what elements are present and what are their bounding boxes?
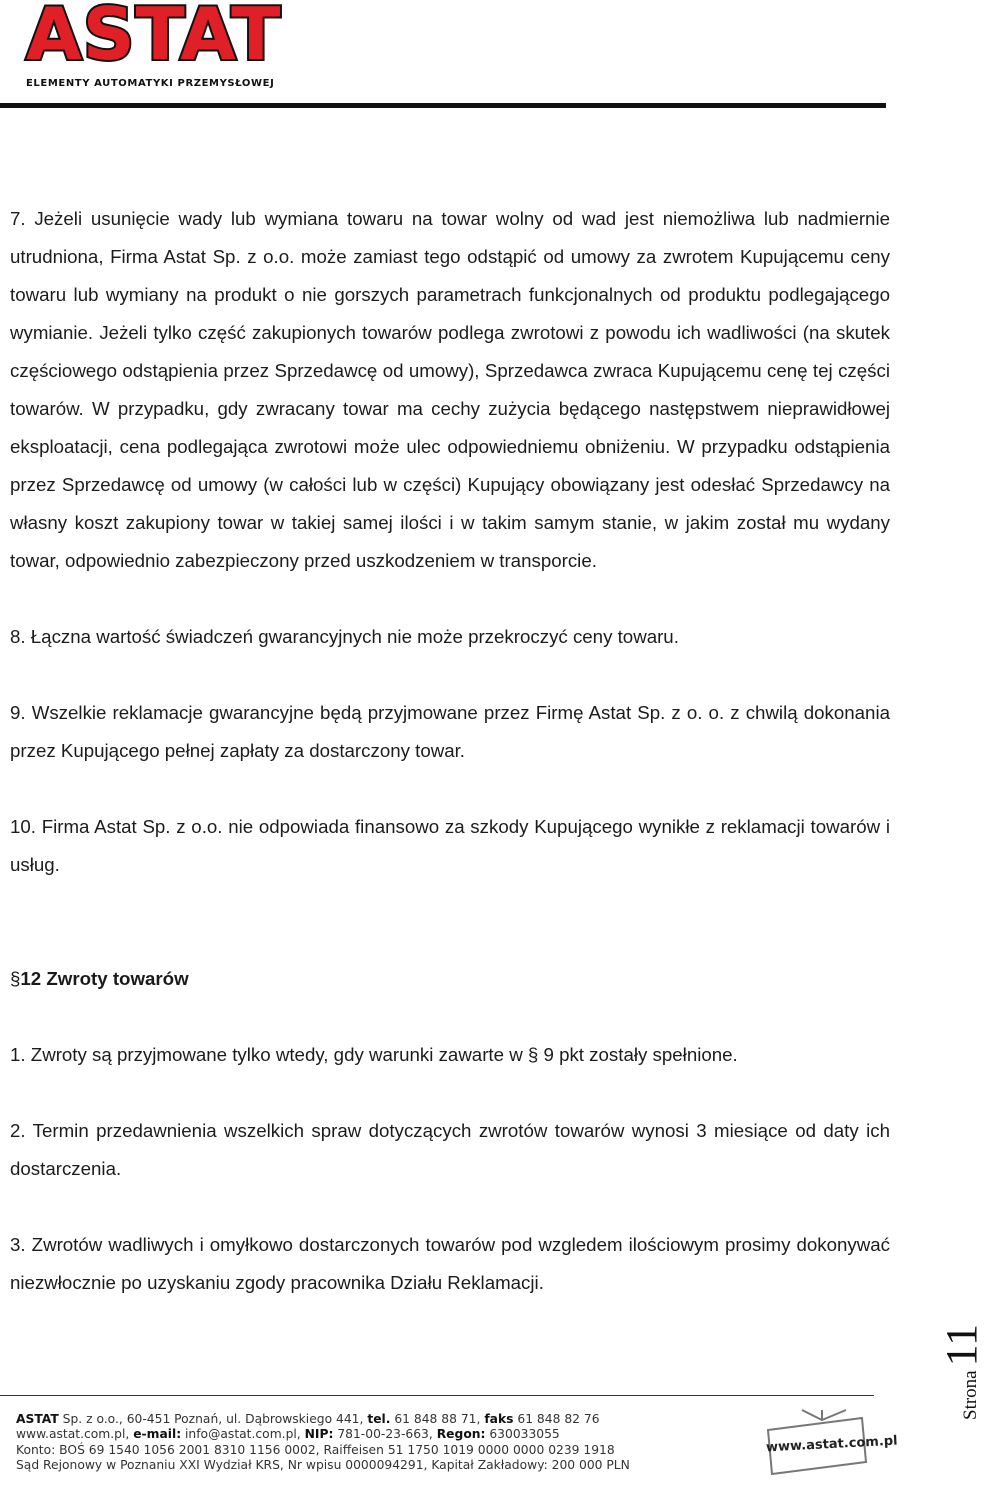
paragraph-7: 7. Jeżeli usunięcie wady lub wymiana towaru na towar wolny od wad jest niemożliwa lub nadmiernie utrudniona, Firma Astat Sp. z o.o. może zamiast tego odstąpić od umowy za zwrotem Kupującemu ceny towaru lub wymiany na produkt o nie gorszych parametrach funkcjonalnych od produktu podlegającego wymianie. Jeżeli tylko część zakupionych towarów podlega zwrotowi z powodu ich wadliwości (na skutek częściowego odstąpienia przez Sprzedawcę od umowy), Sprzedawca zwraca Kupującemu cenę tej części towarów. W przypadku, gdy zwracany towar ma cechy zużycia będącego następstwem nieprawidłowej eksploatacji, cena podlegająca zwrotowi może ulec odpowiedniemu obniżeniu. W przypadku odstąpienia przez Sprzedawcę od umowy (w całości lub w części) Kupujący obowiązany jest odesłać Sprzedawcy na własny koszt zakupiony towar w takiej samej ilości i w takim samym stanie, w jakim został mu wydany towar, odpowiednio zabezpieczony przed uszkodzeniem w transporcie. — [10, 208, 890, 571]
footer-line-contact: www.astat.com.pl, e-mail: info@astat.com.pl, NIP: 781-00-23-663, Regon: 630033055 — [16, 1427, 560, 1442]
section-12-heading — [10, 960, 890, 998]
page-number — [936, 1324, 987, 1420]
header-rule — [0, 103, 886, 108]
astat-logo: ASTAT — [26, 0, 282, 76]
paragraph-9: 9. Wszelkie reklamacje gwarancyjne będą przyjmowane przez Firmę Astat Sp. z o. o. z chwilą dokonania przez Kupującego pełnej zapłaty za dostarczony towar. — [10, 702, 890, 761]
footer-line-court: Sąd Rejonowy w Poznaniu XXI Wydział KRS, Nr wpisu 0000094291, Kapitał Zakładowy: 200 000 PLN — [16, 1457, 630, 1472]
section-12-item-1: 1. Zwroty są przyjmowane tylko wtedy, gdy warunki zawarte w § 9 pkt zostały spełnione. — [10, 1044, 738, 1065]
page-label: Strona — [960, 1370, 981, 1420]
paragraph-10: 10. Firma Astat Sp. z o.o. nie odpowiada finansowo za szkody Kupującego wynikłe z reklamacji towarów i usług. — [10, 816, 890, 875]
section-12-item-2: 2. Termin przedawnienia wszelkich spraw dotyczących zwrotów towarów wynosi 3 miesiące od daty ich dostarczenia. — [10, 1120, 890, 1179]
website-stamp-text: www.astat.com.pl — [765, 1433, 898, 1456]
paragraph-8: 8. Łączna wartość świadczeń gwarancyjnych nie może przekroczyć ceny towaru. — [10, 626, 679, 647]
section-mark: § — [10, 968, 21, 989]
section-12-title: 12 Zwroty towarów — [20, 968, 189, 989]
footer-line-account: Konto: BOŚ 69 1540 1056 2001 8310 1156 0002, Raiffeisen 51 1750 1019 0000 0000 0239 1918 — [16, 1442, 615, 1457]
page-number-value: 11 — [937, 1324, 986, 1367]
section-12-item-3: 3. Zwrotów wadliwych i omyłkowo dostarczonych towarów pod wzgledem ilościowym prosimy dokonywać niezwłocznie po uzyskaniu zgody pracownika Działu Reklamacji. — [10, 1234, 890, 1293]
logo-tagline: ELEMENTY AUTOMATYKI PRZEMYSŁOWEJ — [26, 78, 275, 89]
page-footer — [16, 1412, 736, 1473]
page-header — [0, 0, 960, 110]
footer-rule — [0, 1395, 874, 1396]
document-body — [10, 200, 890, 1302]
footer-line-address: ASTAT Sp. z o.o., 60-451 Poznań, ul. Dąbrowskiego 441, tel. 61 848 88 71, faks 61 848 82 76 — [16, 1412, 600, 1426]
